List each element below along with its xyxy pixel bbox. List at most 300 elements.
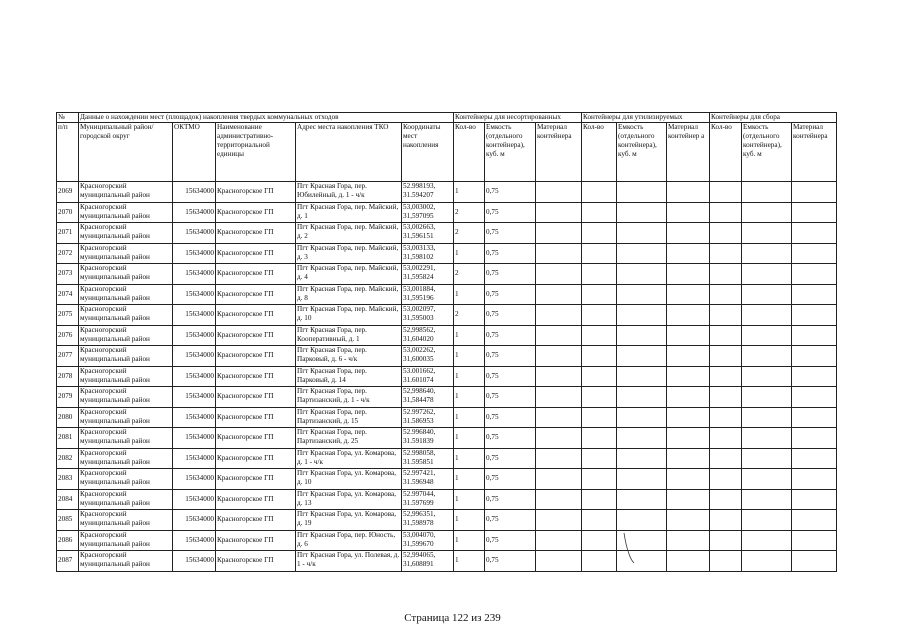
cell-capacity-collect xyxy=(742,284,792,305)
cell-coords: 52.997044, 31.597699 xyxy=(402,489,454,510)
cell-qty: 1 xyxy=(454,489,485,510)
cell-capacity-collect xyxy=(742,346,792,367)
cell-admin-unit: Красногорское ГП xyxy=(216,346,296,367)
cell-num: 2085 xyxy=(57,510,79,531)
cell-capacity: 0,75 xyxy=(485,243,536,264)
cell-num: 2078 xyxy=(57,366,79,387)
cell-capacity: 0,75 xyxy=(485,530,536,551)
cell-coords: 52.996840, 31.591839 xyxy=(402,428,454,449)
cell-coords: 53,002097, 31,595003 xyxy=(402,305,454,326)
table-row xyxy=(57,510,837,531)
cell-coords: 53,003002, 31,597095 xyxy=(402,202,454,223)
cell-district: Красногорский муниципальный район xyxy=(79,243,173,264)
table-body xyxy=(57,182,837,572)
cell-qty-recycle xyxy=(582,448,617,469)
cell-qty-collect xyxy=(710,448,742,469)
cell-qty-collect xyxy=(710,325,742,346)
cell-material-collect xyxy=(792,407,837,428)
cell-qty-collect xyxy=(710,551,742,572)
table-row xyxy=(57,182,837,203)
cell-coords: 52.997421, 31.596948 xyxy=(402,469,454,490)
cell-qty-recycle xyxy=(582,387,617,408)
cell-capacity-recycle xyxy=(617,346,667,367)
cell-capacity: 0,75 xyxy=(485,182,536,203)
cell-num: 2069 xyxy=(57,182,79,203)
cell-oktmo: 15634000 xyxy=(173,223,216,244)
cell-material-collect xyxy=(792,264,837,285)
cell-coords: 53,003133, 31,598102 xyxy=(402,243,454,264)
waste-sites-table xyxy=(56,112,837,572)
cell-qty-collect xyxy=(710,366,742,387)
cell-oktmo: 15634000 xyxy=(173,284,216,305)
cell-capacity-collect xyxy=(742,489,792,510)
cell-material-collect xyxy=(792,428,837,449)
cell-capacity: 0,75 xyxy=(485,489,536,510)
cell-capacity: 0,75 xyxy=(485,510,536,531)
cell-material-recycle xyxy=(667,366,710,387)
cell-num: 2071 xyxy=(57,223,79,244)
cell-address: Пгт Красная Гора, пер. Парковый, д. 6 - ч/к xyxy=(296,346,402,367)
header-material: Материал контейнера xyxy=(536,123,582,182)
cell-material xyxy=(536,510,582,531)
cell-material-collect xyxy=(792,325,837,346)
cell-qty-recycle xyxy=(582,223,617,244)
cell-oktmo: 15634000 xyxy=(173,489,216,510)
cell-material-recycle xyxy=(667,202,710,223)
cell-qty-recycle xyxy=(582,243,617,264)
table-row xyxy=(57,346,837,367)
cell-coords: 52,996351, 31,598978 xyxy=(402,510,454,531)
header-qty-collect: Кол-во xyxy=(710,123,742,182)
cell-district: Красногорский муниципальный район xyxy=(79,469,173,490)
cell-admin-unit: Красногорское ГП xyxy=(216,530,296,551)
cell-district: Красногорский муниципальный район xyxy=(79,448,173,469)
table-row xyxy=(57,325,837,346)
cell-qty-recycle xyxy=(582,469,617,490)
cell-material xyxy=(536,489,582,510)
pen-mark xyxy=(623,532,635,564)
cell-capacity-recycle xyxy=(617,284,667,305)
cell-district: Красногорский муниципальный район xyxy=(79,428,173,449)
cell-address: Пгт Красная Гора, пер. Кооперативный, д. 1 xyxy=(296,325,402,346)
cell-qty: 1 xyxy=(454,428,485,449)
cell-capacity-recycle xyxy=(617,264,667,285)
cell-coords: 52.998058, 31.595851 xyxy=(402,448,454,469)
cell-material-recycle xyxy=(667,448,710,469)
cell-coords: 52,998640, 31,584478 xyxy=(402,387,454,408)
cell-capacity-collect xyxy=(742,325,792,346)
cell-capacity-collect xyxy=(742,182,792,203)
table-row xyxy=(57,448,837,469)
cell-capacity-recycle xyxy=(617,510,667,531)
cell-oktmo: 15634000 xyxy=(173,530,216,551)
header-group-location: Данные о нахождении мест (площадок) накопления твердых коммунальных отходов xyxy=(79,113,454,123)
cell-oktmo: 15634000 xyxy=(173,428,216,449)
cell-capacity-collect xyxy=(742,202,792,223)
cell-admin-unit: Красногорское ГП xyxy=(216,202,296,223)
cell-oktmo: 15634000 xyxy=(173,510,216,531)
cell-material xyxy=(536,530,582,551)
cell-num: 2072 xyxy=(57,243,79,264)
cell-oktmo: 15634000 xyxy=(173,346,216,367)
cell-address: Пгт Красная Гора, пер. Майский, д. 8 xyxy=(296,284,402,305)
cell-capacity-recycle xyxy=(617,223,667,244)
cell-coords: 52,998562, 31,604020 xyxy=(402,325,454,346)
cell-oktmo: 15634000 xyxy=(173,448,216,469)
cell-material xyxy=(536,448,582,469)
cell-material-recycle xyxy=(667,469,710,490)
cell-material-collect xyxy=(792,448,837,469)
cell-material-recycle xyxy=(667,387,710,408)
cell-address: Пгт Красная Гора, пер. Майский, д. 4 xyxy=(296,264,402,285)
cell-admin-unit: Красногорское ГП xyxy=(216,243,296,264)
cell-coords: 53,001884, 31,595196 xyxy=(402,284,454,305)
cell-address: Пгт Красная Гора, ул. Комарова, д. 13 xyxy=(296,489,402,510)
cell-material-recycle xyxy=(667,407,710,428)
cell-capacity-collect xyxy=(742,551,792,572)
cell-capacity-recycle xyxy=(617,325,667,346)
cell-material xyxy=(536,182,582,203)
cell-num: 2080 xyxy=(57,407,79,428)
cell-capacity-collect xyxy=(742,387,792,408)
cell-qty-collect xyxy=(710,243,742,264)
cell-capacity-recycle xyxy=(617,469,667,490)
cell-material-collect xyxy=(792,223,837,244)
cell-district: Красногорский муниципальный район xyxy=(79,284,173,305)
cell-material-collect xyxy=(792,551,837,572)
cell-qty-recycle xyxy=(582,428,617,449)
cell-num: 2082 xyxy=(57,448,79,469)
cell-qty: 1 xyxy=(454,510,485,531)
cell-oktmo: 15634000 xyxy=(173,407,216,428)
cell-num: 2073 xyxy=(57,264,79,285)
cell-coords: 53,002291, 31,595824 xyxy=(402,264,454,285)
cell-capacity: 0,75 xyxy=(485,202,536,223)
cell-num: 2084 xyxy=(57,489,79,510)
cell-material xyxy=(536,305,582,326)
cell-qty: 1 xyxy=(454,325,485,346)
cell-capacity-recycle xyxy=(617,202,667,223)
cell-coords: 53,004070, 31,599670 xyxy=(402,530,454,551)
cell-qty: 1 xyxy=(454,346,485,367)
cell-material xyxy=(536,366,582,387)
cell-num: 2086 xyxy=(57,530,79,551)
cell-address: Пгт Красная Гора, пер. Парковый, д. 14 xyxy=(296,366,402,387)
cell-coords: 53,002663, 31,596151 xyxy=(402,223,454,244)
cell-material-collect xyxy=(792,469,837,490)
header-sub-num: п/п xyxy=(57,123,79,182)
cell-capacity: 0,75 xyxy=(485,428,536,449)
cell-qty: 1 xyxy=(454,448,485,469)
cell-material-collect xyxy=(792,305,837,326)
table-row xyxy=(57,202,837,223)
cell-coords: 52.998193, 31.594207 xyxy=(402,182,454,203)
header-coords: Координаты мест накопления xyxy=(402,123,454,182)
cell-capacity-collect xyxy=(742,428,792,449)
cell-qty-collect xyxy=(710,387,742,408)
cell-material-recycle xyxy=(667,243,710,264)
cell-admin-unit: Красногорское ГП xyxy=(216,448,296,469)
cell-qty-recycle xyxy=(582,346,617,367)
cell-capacity-collect xyxy=(742,366,792,387)
cell-capacity-recycle xyxy=(617,243,667,264)
cell-material-collect xyxy=(792,243,837,264)
cell-num: 2087 xyxy=(57,551,79,572)
cell-oktmo: 15634000 xyxy=(173,387,216,408)
cell-admin-unit: Красногорское ГП xyxy=(216,428,296,449)
header-capacity: Емкость (отдельного контейнера), куб. м xyxy=(485,123,536,182)
cell-admin-unit: Красногорское ГП xyxy=(216,489,296,510)
cell-oktmo: 15634000 xyxy=(173,325,216,346)
cell-material-collect xyxy=(792,510,837,531)
cell-num: 2070 xyxy=(57,202,79,223)
header-qty: Кол-во xyxy=(454,123,485,182)
cell-capacity-recycle xyxy=(617,366,667,387)
cell-qty: 2 xyxy=(454,305,485,326)
table-row xyxy=(57,366,837,387)
cell-address: Пгт Красная Гора, ул. Комарова, д. 10 xyxy=(296,469,402,490)
cell-qty: 1 xyxy=(454,387,485,408)
cell-capacity-recycle xyxy=(617,407,667,428)
cell-material xyxy=(536,325,582,346)
cell-qty: 1 xyxy=(454,407,485,428)
cell-coords: 53,002262, 31,600035 xyxy=(402,346,454,367)
cell-address: Пгт Красная Гора, пер. Партизанский, д. 25 xyxy=(296,428,402,449)
cell-material-collect xyxy=(792,346,837,367)
cell-num: 2081 xyxy=(57,428,79,449)
cell-capacity: 0,75 xyxy=(485,346,536,367)
cell-address: Пгт Красная Гора, пер. Майский, д. 1 xyxy=(296,202,402,223)
cell-qty-recycle xyxy=(582,202,617,223)
cell-qty-collect xyxy=(710,264,742,285)
cell-capacity: 0,75 xyxy=(485,387,536,408)
cell-district: Красногорский муниципальный район xyxy=(79,182,173,203)
cell-material-collect xyxy=(792,182,837,203)
cell-num: 2076 xyxy=(57,325,79,346)
header-group-unsorted: Контейнеры для несортированных xyxy=(454,113,582,123)
cell-qty-collect xyxy=(710,510,742,531)
cell-material-recycle xyxy=(667,182,710,203)
cell-capacity: 0,75 xyxy=(485,305,536,326)
cell-material-recycle xyxy=(667,305,710,326)
cell-qty-recycle xyxy=(582,489,617,510)
cell-admin-unit: Красногорское ГП xyxy=(216,469,296,490)
table-row xyxy=(57,469,837,490)
header-capacity-collect: Емкость (отдельного контейнера), куб. м xyxy=(742,123,792,182)
cell-material xyxy=(536,243,582,264)
cell-capacity-recycle xyxy=(617,428,667,449)
header-admin-unit: Наименование административно-территориальной единицы xyxy=(216,123,296,182)
cell-qty-recycle xyxy=(582,264,617,285)
cell-address: Пгт Красная Гора, пер. Юность, д. 6 xyxy=(296,530,402,551)
cell-address: Пгт Красная Гора, ул. Полевая, д. 1 - ч/к xyxy=(296,551,402,572)
cell-material-recycle xyxy=(667,264,710,285)
cell-material xyxy=(536,428,582,449)
cell-capacity: 0,75 xyxy=(485,448,536,469)
cell-qty: 1 xyxy=(454,284,485,305)
cell-qty: 1 xyxy=(454,551,485,572)
cell-address: Пгт Красная Гора, ул. Комарова, д. 1 - ч/к xyxy=(296,448,402,469)
cell-qty-collect xyxy=(710,530,742,551)
cell-address: Пгт Красная Гора, пер. Юбилейный, д. 1 - ч/к xyxy=(296,182,402,203)
cell-num: 2075 xyxy=(57,305,79,326)
cell-material-recycle xyxy=(667,551,710,572)
cell-district: Красногорский муниципальный район xyxy=(79,407,173,428)
cell-material-recycle xyxy=(667,530,710,551)
header-num: № xyxy=(57,113,79,123)
cell-material xyxy=(536,202,582,223)
cell-oktmo: 15634000 xyxy=(173,469,216,490)
cell-material xyxy=(536,551,582,572)
cell-qty: 2 xyxy=(454,223,485,244)
table-row xyxy=(57,387,837,408)
cell-capacity-collect xyxy=(742,530,792,551)
cell-qty-collect xyxy=(710,284,742,305)
cell-material xyxy=(536,264,582,285)
header-group-recycle: Контейнеры для утилизируемых xyxy=(582,113,710,123)
cell-oktmo: 15634000 xyxy=(173,202,216,223)
cell-material xyxy=(536,469,582,490)
cell-address: Пгт Красная Гора, ул. Комарова, д. 19 xyxy=(296,510,402,531)
table-row xyxy=(57,243,837,264)
cell-admin-unit: Красногорское ГП xyxy=(216,551,296,572)
cell-capacity-collect xyxy=(742,264,792,285)
header-district: Муниципальный район/городской округ xyxy=(79,123,173,182)
page-number: Страница 122 из 239 xyxy=(404,612,501,624)
cell-material-collect xyxy=(792,366,837,387)
cell-material-recycle xyxy=(667,284,710,305)
cell-num: 2083 xyxy=(57,469,79,490)
cell-district: Красногорский муниципальный район xyxy=(79,489,173,510)
cell-qty-recycle xyxy=(582,510,617,531)
cell-capacity: 0,75 xyxy=(485,551,536,572)
table-row xyxy=(57,551,837,572)
cell-qty-recycle xyxy=(582,407,617,428)
cell-district: Красногорский муниципальный район xyxy=(79,202,173,223)
cell-admin-unit: Красногорское ГП xyxy=(216,510,296,531)
cell-district: Красногорский муниципальный район xyxy=(79,366,173,387)
cell-capacity: 0,75 xyxy=(485,325,536,346)
cell-qty-collect xyxy=(710,346,742,367)
table-row xyxy=(57,284,837,305)
cell-qty-recycle xyxy=(582,284,617,305)
cell-admin-unit: Красногорское ГП xyxy=(216,366,296,387)
cell-material-collect xyxy=(792,489,837,510)
cell-capacity-collect xyxy=(742,407,792,428)
cell-coords: 52,994065, 31,608891 xyxy=(402,551,454,572)
cell-capacity: 0,75 xyxy=(485,469,536,490)
cell-oktmo: 15634000 xyxy=(173,305,216,326)
cell-capacity: 0,75 xyxy=(485,223,536,244)
cell-admin-unit: Красногорское ГП xyxy=(216,223,296,244)
cell-qty-recycle xyxy=(582,305,617,326)
table-row xyxy=(57,530,837,551)
header-material-recycle: Материал контейнер а xyxy=(667,123,710,182)
cell-district: Красногорский муниципальный район xyxy=(79,551,173,572)
cell-qty: 1 xyxy=(454,366,485,387)
cell-qty: 1 xyxy=(454,469,485,490)
cell-admin-unit: Красногорское ГП xyxy=(216,387,296,408)
cell-capacity-collect xyxy=(742,469,792,490)
cell-qty-recycle xyxy=(582,530,617,551)
table-row xyxy=(57,223,837,244)
cell-qty-recycle xyxy=(582,182,617,203)
cell-admin-unit: Красногорское ГП xyxy=(216,284,296,305)
cell-material xyxy=(536,346,582,367)
cell-district: Красногорский муниципальный район xyxy=(79,223,173,244)
table-row xyxy=(57,264,837,285)
table-row xyxy=(57,305,837,326)
cell-oktmo: 15634000 xyxy=(173,264,216,285)
header-material-collect: Материал контейнера xyxy=(792,123,837,182)
cell-material-collect xyxy=(792,530,837,551)
cell-coords: 52.997262, 31.586953 xyxy=(402,407,454,428)
cell-capacity-collect xyxy=(742,448,792,469)
cell-material xyxy=(536,407,582,428)
cell-oktmo: 15634000 xyxy=(173,366,216,387)
cell-material-recycle xyxy=(667,223,710,244)
cell-admin-unit: Красногорское ГП xyxy=(216,407,296,428)
cell-material-recycle xyxy=(667,510,710,531)
header-address: Адрес места накопления ТКО xyxy=(296,123,402,182)
cell-district: Красногорский муниципальный район xyxy=(79,346,173,367)
cell-capacity-collect xyxy=(742,243,792,264)
cell-capacity-collect xyxy=(742,305,792,326)
cell-material-recycle xyxy=(667,428,710,449)
cell-qty: 2 xyxy=(454,202,485,223)
cell-material-collect xyxy=(792,284,837,305)
cell-capacity: 0,75 xyxy=(485,407,536,428)
cell-qty: 1 xyxy=(454,243,485,264)
table-row xyxy=(57,428,837,449)
cell-qty-recycle xyxy=(582,366,617,387)
cell-material xyxy=(536,387,582,408)
cell-num: 2079 xyxy=(57,387,79,408)
header-qty-recycle: Кол-во xyxy=(582,123,617,182)
header-group-collect: Контейнеры для сбора xyxy=(710,113,837,123)
cell-admin-unit: Красногорское ГП xyxy=(216,264,296,285)
cell-district: Красногорский муниципальный район xyxy=(79,387,173,408)
cell-address: Пгт Красная Гора, пер. Майский, д. 3 xyxy=(296,243,402,264)
cell-material-recycle xyxy=(667,489,710,510)
header-capacity-recycle: Емкость (отдельного контейнера), куб. м xyxy=(617,123,667,182)
cell-oktmo: 15634000 xyxy=(173,182,216,203)
cell-district: Красногорский муниципальный район xyxy=(79,305,173,326)
cell-material xyxy=(536,223,582,244)
cell-oktmo: 15634000 xyxy=(173,551,216,572)
cell-qty-recycle xyxy=(582,551,617,572)
cell-address: Пгт Красная Гора, пер. Майский, д. 2 xyxy=(296,223,402,244)
cell-capacity: 0,75 xyxy=(485,284,536,305)
cell-oktmo: 15634000 xyxy=(173,243,216,264)
cell-qty-collect xyxy=(710,489,742,510)
cell-capacity-recycle xyxy=(617,387,667,408)
cell-material-collect xyxy=(792,387,837,408)
cell-capacity-collect xyxy=(742,223,792,244)
cell-num: 2074 xyxy=(57,284,79,305)
cell-address: Пгт Красная Гора, пер. Партизанский, д. 1 - ч/к xyxy=(296,387,402,408)
cell-qty: 1 xyxy=(454,530,485,551)
cell-num: 2077 xyxy=(57,346,79,367)
cell-capacity: 0,75 xyxy=(485,264,536,285)
cell-admin-unit: Красногорское ГП xyxy=(216,305,296,326)
cell-capacity-recycle xyxy=(617,182,667,203)
cell-qty: 1 xyxy=(454,182,485,203)
cell-qty-collect xyxy=(710,428,742,449)
cell-qty-collect xyxy=(710,469,742,490)
cell-qty: 2 xyxy=(454,264,485,285)
cell-admin-unit: Красногорское ГП xyxy=(216,182,296,203)
